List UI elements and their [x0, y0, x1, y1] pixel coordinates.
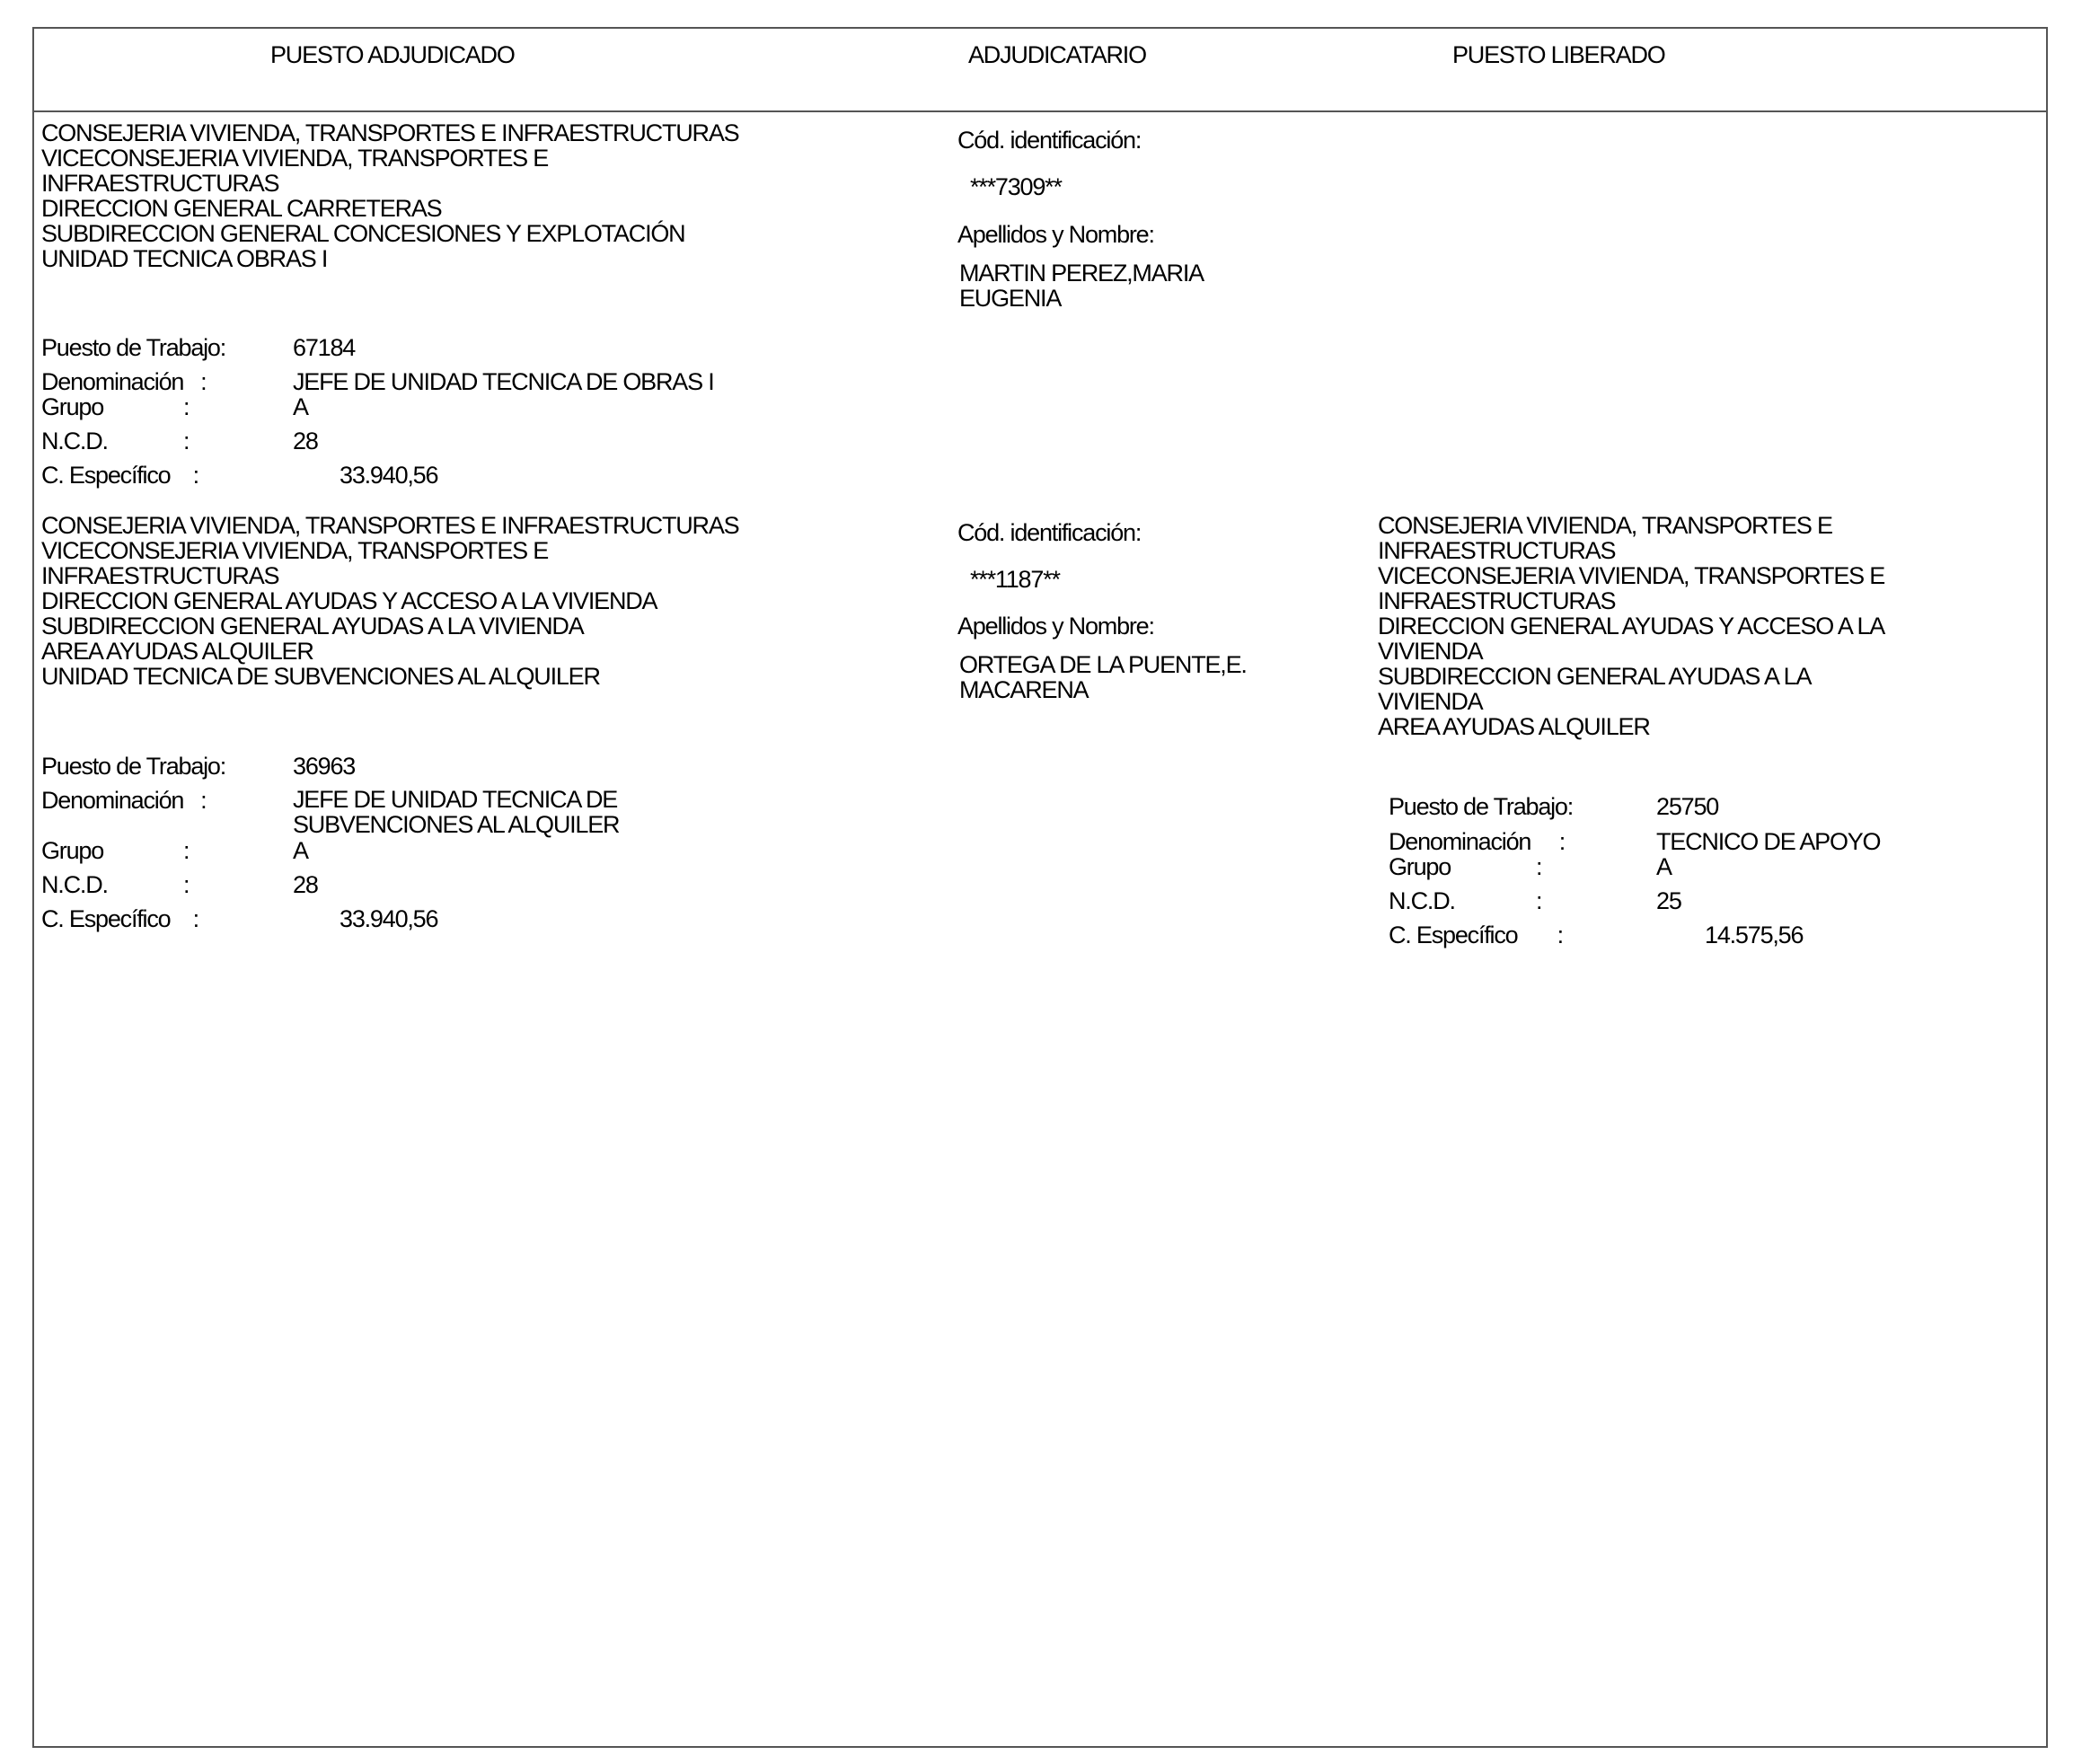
entry-2-puesto-label: Puesto de Trabajo: — [41, 753, 226, 780]
header-adjudicatario: ADJUDICATARIO — [968, 41, 1146, 68]
entry-1-puesto: 67184 — [293, 334, 356, 361]
entry-1-especifico-label: C. Específico : — [41, 462, 198, 489]
entry-2-grupo-label: Grupo — [41, 837, 104, 864]
entry-1-cod-label: Cód. identificación: — [957, 127, 1142, 154]
entry-1-nombre-label: Apellidos y Nombre: — [957, 221, 1154, 248]
entry-1-especifico: 33.940,56 — [340, 462, 438, 489]
entry-2-grupo-colon: : — [183, 837, 190, 864]
entry-2-liberado-especifico: 14.575,56 — [1705, 922, 1804, 948]
entry-2-denominacion: JEFE DE UNIDAD TECNICA DE SUBVENCIONES AL ALQUILER — [293, 786, 620, 838]
entry-1-nombre: MARTIN PEREZ,MARIA EUGENIA — [959, 260, 1204, 312]
entry-2-org: CONSEJERIA VIVIENDA, TRANSPORTES E INFRAESTRUCTURAS VICECONSEJERIA VIVIENDA, TRANSPORTES E INFRAESTRUCTURAS DIRECCION GENERAL AYUDAS Y ACCESO A LA VIVIENDA SUBDIRECCION GENERAL AYUDAS A LA VIVIENDA AREA AYUDAS ALQUILER UNIDAD TECNICA DE SUBVENCIONES AL ALQUILER — [41, 512, 739, 690]
entry-2-especifico: 33.940,56 — [340, 905, 438, 932]
entry-1-ncd-label: N.C.D. — [41, 428, 108, 454]
entry-1-grupo: A — [293, 393, 308, 420]
entry-2-liberado-org: CONSEJERIA VIVIENDA, TRANSPORTES E INFRAESTRUCTURAS VICECONSEJERIA VIVIENDA, TRANSPORTES E INFRAESTRUCTURAS DIRECCION GENERAL AYUDAS Y ACCESO A LA VIVIENDA SUBDIRECCION GENERAL AYUDAS A LA VIVIENDA AREA AYUDAS ALQUILER — [1378, 512, 1885, 740]
entry-2-liberado-grupo: A — [1656, 853, 1672, 880]
header-separator — [32, 110, 2048, 112]
entry-1-puesto-label: Puesto de Trabajo: — [41, 334, 226, 361]
entry-2-liberado-puesto-label: Puesto de Trabajo: — [1389, 793, 1574, 820]
entry-2-denominacion-label: Denominación : — [41, 787, 207, 814]
header-puesto-liberado: PUESTO LIBERADO — [1452, 41, 1665, 68]
entry-1-org: CONSEJERIA VIVIENDA, TRANSPORTES E INFRAESTRUCTURAS VICECONSEJERIA VIVIENDA, TRANSPORTES E INFRAESTRUCTURAS DIRECCION GENERAL CARRETERAS SUBDIRECCION GENERAL CONCESIONES Y EXPLOTACIÓN UNIDAD TECNICA OBRAS I — [41, 119, 739, 272]
entry-1-denominacion: JEFE DE UNIDAD TECNICA DE OBRAS I — [293, 368, 714, 395]
entry-2-liberado-grupo-label: Grupo — [1389, 853, 1451, 880]
entry-1-cod: ***7309** — [970, 173, 1062, 200]
entry-2-cod-label: Cód. identificación: — [957, 519, 1142, 546]
entry-2-cod: ***1187** — [970, 566, 1060, 593]
entry-2-liberado-ncd-label: N.C.D. — [1389, 887, 1455, 914]
entry-2-liberado-ncd-colon: : — [1536, 887, 1542, 914]
entry-2-liberado-ncd: 25 — [1656, 887, 1681, 914]
header-puesto-adjudicado: PUESTO ADJUDICADO — [270, 41, 515, 68]
entry-2-ncd: 28 — [293, 871, 318, 898]
entry-2-puesto: 36963 — [293, 753, 356, 780]
entry-1-grupo-label: Grupo — [41, 393, 104, 420]
entry-1-ncd-colon: : — [183, 428, 190, 454]
entry-1-ncd: 28 — [293, 428, 318, 454]
entry-2-liberado-denominacion: TECNICO DE APOYO — [1656, 828, 1881, 855]
entry-2-liberado-puesto: 25750 — [1656, 793, 1719, 820]
entry-1-grupo-colon: : — [183, 393, 190, 420]
entry-2-nombre: ORTEGA DE LA PUENTE,E. MACARENA — [959, 651, 1247, 703]
entry-1-denominacion-label: Denominación : — [41, 368, 207, 395]
entry-2-grupo: A — [293, 837, 308, 864]
entry-2-ncd-label: N.C.D. — [41, 871, 108, 898]
entry-2-liberado-grupo-colon: : — [1536, 853, 1542, 880]
entry-2-ncd-colon: : — [183, 871, 190, 898]
entry-2-nombre-label: Apellidos y Nombre: — [957, 613, 1154, 639]
entry-2-liberado-denominacion-label: Denominación : — [1389, 828, 1566, 855]
entry-2-especifico-label: C. Específico : — [41, 905, 198, 932]
entry-2-liberado-especifico-label: C. Específico : — [1389, 922, 1563, 948]
